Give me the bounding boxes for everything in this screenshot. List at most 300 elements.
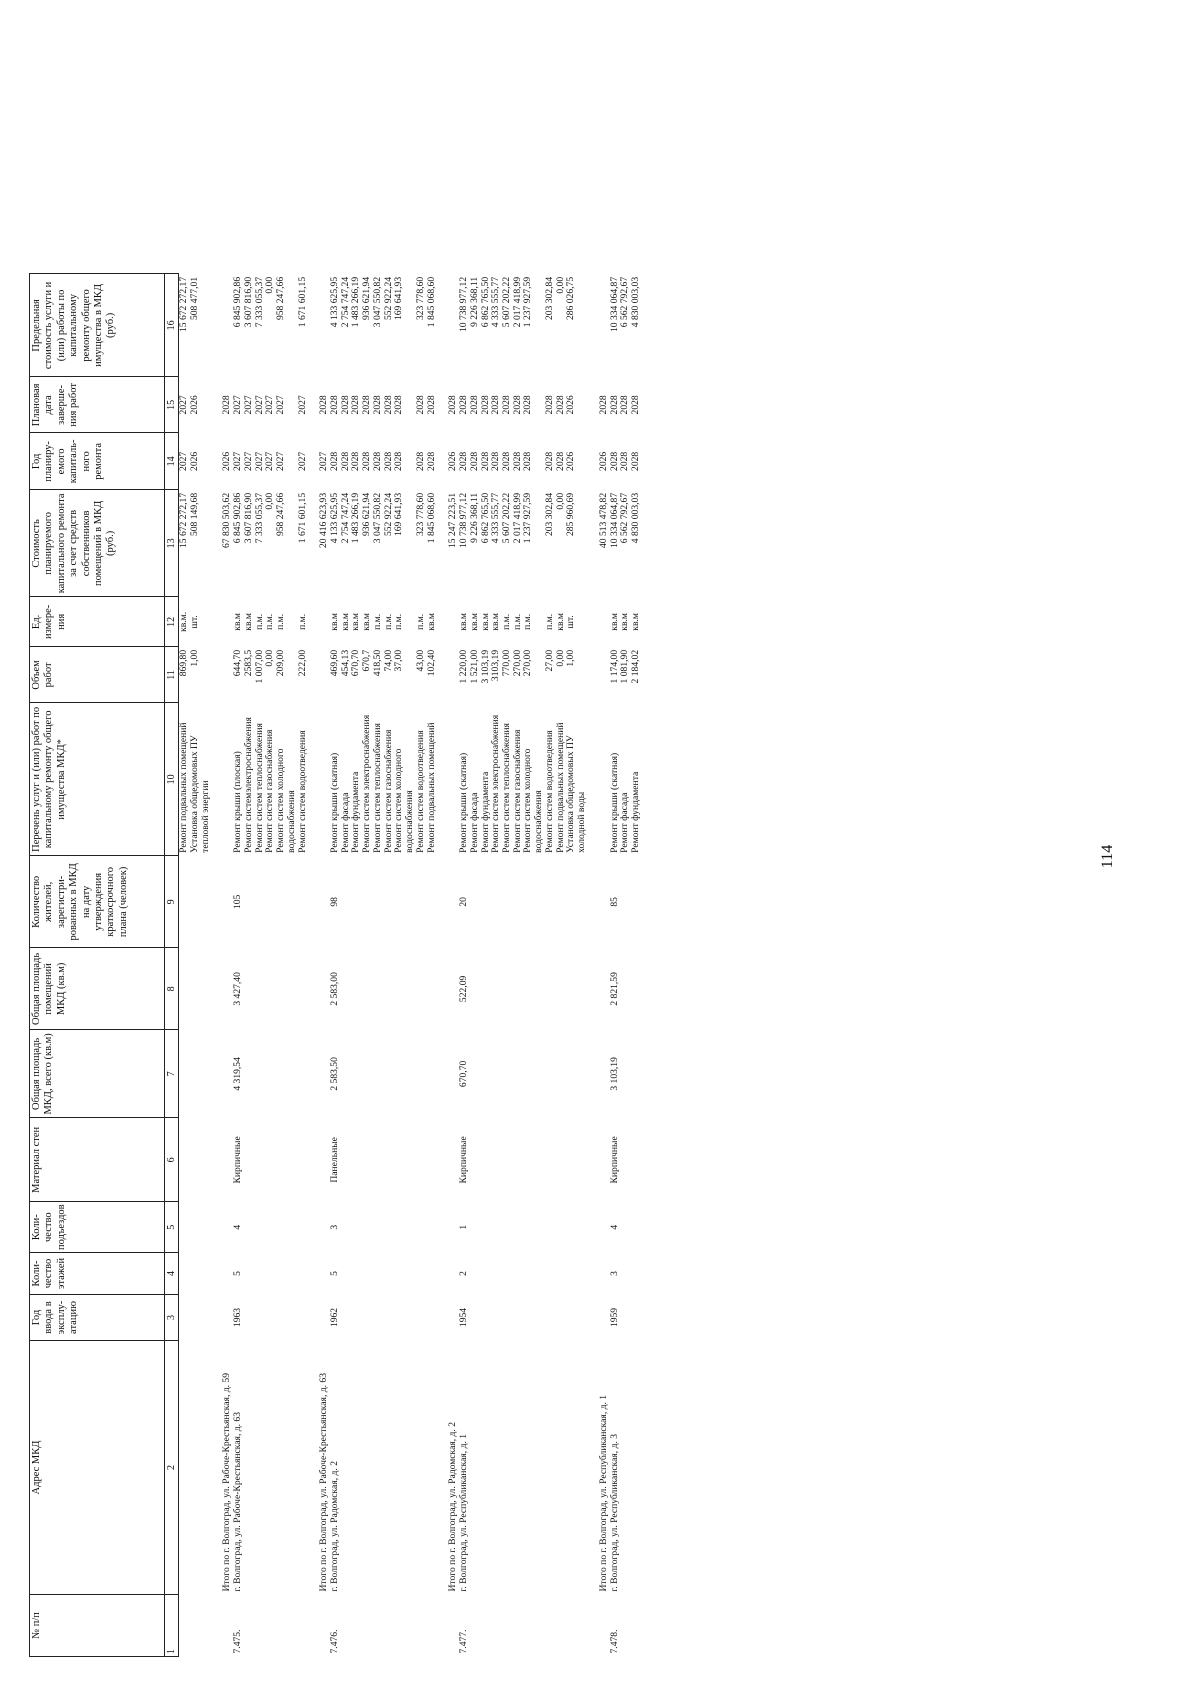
row-number: [394, 1595, 415, 1657]
work-volume: 270,00: [511, 649, 523, 677]
column-number: 5: [165, 1202, 179, 1253]
floors: [416, 1253, 427, 1295]
work-cost: 10 334 064,87: [608, 492, 620, 549]
work-unit: п.м.: [543, 613, 555, 630]
column-header: Общая площадь помещений МКД (кв.м): [30, 948, 165, 1030]
floors: [502, 1253, 513, 1295]
address: [394, 1341, 415, 1595]
row-number: [416, 1595, 427, 1657]
row-number: [384, 1595, 395, 1657]
area-total: [416, 1030, 427, 1118]
area-total: [523, 1030, 544, 1118]
work-unit: п.м.: [264, 613, 276, 630]
floors: [491, 1253, 502, 1295]
work-unit: п.м.: [511, 613, 523, 630]
work-name: Ремонт систем водоотведения: [296, 730, 308, 853]
work-row: [255, 274, 266, 1657]
rotated-page: [29, 56, 1154, 1657]
floors: [481, 1253, 492, 1295]
work-limit: 6 862 765,50: [479, 276, 491, 328]
column-number: 7: [165, 1030, 179, 1118]
work-unit: п.м.: [501, 613, 513, 630]
blank-cell: [597, 1295, 610, 1341]
work-year: 2028: [350, 451, 362, 471]
area-premises: [351, 948, 362, 1030]
work-date: 2027: [242, 395, 254, 415]
work-date: 2027: [296, 395, 308, 415]
work-volume: 2583,5: [242, 649, 254, 677]
residents: [179, 856, 190, 948]
work-name: Ремонт подвальных помещений: [554, 722, 566, 853]
year-built: [179, 1295, 190, 1341]
work-row: [233, 274, 244, 1657]
wall-material: [620, 1118, 631, 1202]
blank-cell: [597, 703, 610, 856]
work-limit: 9 226 368,11: [468, 276, 480, 327]
residents: [491, 856, 502, 948]
work-cost: 936 621,94: [361, 492, 373, 537]
address: [416, 1341, 427, 1595]
work-date: 2028: [608, 395, 620, 415]
work-unit: п.м.: [382, 613, 394, 630]
row-number: [470, 1595, 481, 1657]
wall-material: [341, 1118, 352, 1202]
work-row: [610, 274, 621, 1657]
page-number: 114: [1099, 844, 1116, 869]
work-date: 2028: [619, 395, 631, 415]
column-number: 12: [165, 597, 179, 647]
address: [384, 1341, 395, 1595]
area-total: [491, 1030, 502, 1118]
entrances: [179, 1202, 190, 1253]
year-built: [244, 1295, 255, 1341]
work-date: 2027: [253, 395, 265, 415]
work-unit: кв.м: [232, 613, 244, 631]
residents: [470, 856, 481, 948]
area-total: 670,70: [458, 1060, 470, 1088]
year-built: 1959: [608, 1307, 620, 1328]
work-year: 2027: [296, 451, 308, 471]
work-name: Установка общедомовых ПУ тепловой энергии: [188, 735, 211, 853]
work-volume: 1,00: [188, 649, 200, 667]
work-name: Ремонт систем водоотведения: [414, 730, 426, 853]
address: [341, 1341, 352, 1595]
column-number: 1: [165, 1595, 179, 1657]
column-header: Плановая дата заверше-ния работ: [30, 377, 165, 433]
row-number: [513, 1595, 524, 1657]
address: [190, 1341, 211, 1595]
work-row: [351, 274, 362, 1657]
work-row: [631, 274, 642, 1657]
address: [513, 1341, 524, 1595]
column-header: Коли-чество подъездов: [30, 1202, 165, 1253]
entrances: [416, 1202, 427, 1253]
work-volume: 43,00: [414, 649, 426, 672]
work-row: [459, 274, 470, 1657]
floors: 3: [608, 1271, 620, 1276]
residents: [631, 856, 642, 948]
year-built: [523, 1295, 544, 1341]
work-year: 2028: [501, 451, 513, 471]
area-total: [502, 1030, 513, 1118]
work-cost: 1 237 927,59: [522, 492, 534, 544]
work-unit: кв.м: [608, 613, 620, 631]
work-cost: 0,00: [554, 492, 566, 510]
work-year: 2027: [178, 451, 190, 471]
area-total: [341, 1030, 352, 1118]
work-year: 2027: [232, 451, 244, 471]
area-total: [394, 1030, 415, 1118]
work-date: 2028: [554, 395, 566, 415]
work-year: 2026: [565, 451, 577, 471]
work-row: [190, 274, 211, 1657]
row-number: [244, 1595, 255, 1657]
wall-material: [523, 1118, 544, 1202]
wall-material: [179, 1118, 190, 1202]
work-year: 2028: [393, 451, 405, 471]
work-volume: 74,00: [382, 649, 394, 672]
area-premises: 3 427,40: [232, 972, 244, 1006]
area-premises: [255, 948, 266, 1030]
work-volume: 1 081,90: [619, 649, 631, 684]
total-label: Итого по г. Волгоград, ул. Радомская, д. 2: [447, 1421, 459, 1592]
work-date: 2028: [361, 395, 373, 415]
work-limit: 286 026,75: [565, 276, 577, 321]
row-number: [373, 1595, 384, 1657]
work-name: Ремонт систем электроснабжения: [490, 714, 502, 853]
entrances: [491, 1202, 502, 1253]
entrances: [351, 1202, 362, 1253]
work-limit: 323 778,60: [414, 276, 426, 321]
work-limit: 1 483 266,19: [350, 276, 362, 328]
work-volume: 3103,19: [490, 649, 502, 682]
address: г. Волгоград, ул. Республиканская, д. 1: [458, 1433, 470, 1592]
work-cost: 552 922,24: [382, 492, 394, 537]
column-header: Ед. измере-ния: [30, 597, 165, 647]
wall-material: [255, 1118, 266, 1202]
column-number: 10: [165, 703, 179, 856]
address: г. Волгоград, ул. Рабоче-Крестьянская, д. 63: [232, 1411, 244, 1592]
residents: 98: [329, 897, 340, 907]
work-year: 2028: [371, 451, 383, 471]
work-volume: 644,70: [232, 649, 244, 677]
blank-cell: [597, 948, 610, 1030]
wall-material: [276, 1118, 297, 1202]
floors: 2: [458, 1271, 470, 1276]
entrances: [566, 1202, 587, 1253]
column-header: Предельная стоимость услуги и (или) работы по капитальному ремонту общего имущества в МКД (руб.): [30, 274, 165, 377]
work-row: [427, 274, 438, 1657]
wall-material: [373, 1118, 384, 1202]
year-built: 1954: [458, 1307, 470, 1328]
column-number: 2: [165, 1341, 179, 1595]
floors: [373, 1253, 384, 1295]
row-number: [427, 1595, 438, 1657]
entrances: [545, 1202, 556, 1253]
work-limit: 4 830 003,03: [630, 276, 642, 328]
header-row: [30, 274, 165, 1657]
residents: [298, 856, 309, 948]
address: г. Волгоград, ул. Республиканская, д. 3: [608, 1433, 620, 1592]
floors: [255, 1253, 266, 1295]
work-year: 2028: [339, 451, 351, 471]
entrances: [373, 1202, 384, 1253]
work-cost: 6 862 765,50: [479, 492, 491, 544]
work-year: 2028: [630, 451, 642, 471]
column-number: 11: [165, 647, 179, 703]
row-number: [523, 1595, 544, 1657]
total-label: Итого по г. Волгоград, ул. Республиканская, д. 1: [597, 1394, 609, 1592]
work-unit: п.м.: [414, 613, 426, 630]
year-built: [362, 1295, 373, 1341]
work-volume: 2 184,02: [630, 649, 642, 684]
work-limit: 936 621,94: [361, 276, 373, 321]
year-built: [416, 1295, 427, 1341]
area-total: [470, 1030, 481, 1118]
total-cost: 40 513 478,82: [597, 492, 609, 549]
wall-material: [384, 1118, 395, 1202]
wall-material: [362, 1118, 373, 1202]
work-unit: п.м.: [275, 613, 287, 630]
wall-material: [244, 1118, 255, 1202]
work-unit: кв.м: [329, 613, 340, 631]
work-name: Ремонт фасада: [619, 792, 631, 853]
blank-cell: [597, 597, 610, 647]
work-limit: 5 607 202,22: [501, 276, 513, 328]
blank-cell: [597, 1118, 610, 1202]
work-volume: 209,00: [275, 649, 287, 677]
work-limit: 169 641,93: [393, 276, 405, 321]
address: [620, 1341, 631, 1595]
row-number: [491, 1595, 502, 1657]
area-total: [566, 1030, 587, 1118]
work-limit: 10 738 977,12: [458, 276, 470, 333]
total-label: Итого по г. Волгоград, ул. Рабоче-Крестьянская, д. 59: [221, 1372, 233, 1592]
column-number: 9: [165, 856, 179, 948]
capital-repair-table: [29, 273, 642, 1657]
wall-material: [470, 1118, 481, 1202]
wall-material: Кирпичные: [608, 1136, 620, 1184]
entrances: 1: [458, 1224, 470, 1230]
year-built: [341, 1295, 352, 1341]
area-premises: [502, 948, 513, 1030]
work-unit: кв.м: [479, 613, 491, 631]
year-built: [470, 1295, 481, 1341]
row-number: [255, 1595, 266, 1657]
address: [523, 1341, 544, 1595]
entrances: [481, 1202, 492, 1253]
work-cost: 6 562 792,67: [619, 492, 631, 544]
residents: [362, 856, 373, 948]
work-name: Ремонт систем холодного водоснабжения: [522, 748, 545, 853]
area-premises: [427, 948, 438, 1030]
work-name: Ремонт крыши (плоская): [232, 751, 244, 853]
floors: [394, 1253, 415, 1295]
blank-cell: [597, 1202, 610, 1253]
year-built: [481, 1295, 492, 1341]
column-number: 6: [165, 1118, 179, 1202]
address: [566, 1341, 587, 1595]
table-body: [179, 274, 642, 1657]
floors: [384, 1253, 395, 1295]
area-total: [265, 1030, 276, 1118]
work-cost: 3 047 550,82: [371, 492, 383, 544]
address: [545, 1341, 556, 1595]
work-name: Ремонт подвальных помещений: [178, 722, 190, 853]
entrances: [513, 1202, 524, 1253]
work-year: 2028: [458, 451, 470, 471]
total-cost: 20 416 623,93: [318, 492, 330, 549]
floors: [362, 1253, 373, 1295]
area-premises: [190, 948, 211, 1030]
year-built: [265, 1295, 276, 1341]
total-label: Итого по г. Волгоград, ул. Рабоче-Крестьянская, д. 63: [318, 1372, 330, 1592]
row-number: 7.475.: [232, 1629, 244, 1654]
column-number-row: [165, 274, 179, 1657]
work-unit: кв.м: [630, 613, 642, 631]
wall-material: [416, 1118, 427, 1202]
work-volume: 418,50: [371, 649, 383, 677]
area-total: [298, 1030, 309, 1118]
work-row: [523, 274, 544, 1657]
work-name: Ремонт систем газоснабжения: [382, 729, 394, 853]
row-number: [276, 1595, 297, 1657]
entrances: 4: [232, 1224, 244, 1230]
work-date: 2028: [501, 395, 513, 415]
entrances: [341, 1202, 352, 1253]
residents: [276, 856, 297, 948]
area-premises: [416, 948, 427, 1030]
work-cost: 2 754 747,24: [339, 492, 351, 544]
area-premises: [491, 948, 502, 1030]
year-built: [276, 1295, 297, 1341]
address: [502, 1341, 513, 1595]
work-name: Ремонт фундамента: [630, 771, 642, 853]
work-cost: 1 845 068,60: [425, 492, 437, 544]
entrances: [276, 1202, 297, 1253]
work-year: 2028: [619, 451, 631, 471]
residents: [556, 856, 567, 948]
residents: [255, 856, 266, 948]
work-date: 2028: [414, 395, 426, 415]
address: [631, 1341, 642, 1595]
wall-material: [265, 1118, 276, 1202]
work-year: 2028: [425, 451, 437, 471]
work-volume: 1 174,00: [608, 649, 620, 684]
year-built: [373, 1295, 384, 1341]
row-number: [351, 1595, 362, 1657]
area-premises: 2 583,00: [329, 972, 340, 1006]
column-number: 8: [165, 948, 179, 1030]
residents: [620, 856, 631, 948]
work-unit: кв.м: [619, 613, 631, 631]
area-total: [631, 1030, 642, 1118]
address: [491, 1341, 502, 1595]
column-header: Год планиру-емого капиталь-ного ремонта: [30, 433, 165, 490]
work-row: [566, 274, 587, 1657]
residents: 85: [608, 897, 620, 907]
entrances: [631, 1202, 642, 1253]
column-header: Материал стен: [30, 1118, 165, 1202]
work-volume: 670,7: [361, 649, 373, 672]
row-number: 7.477.: [458, 1629, 470, 1654]
work-date: 2028: [522, 395, 534, 415]
work-cost: 9 226 368,11: [468, 492, 480, 543]
work-date: 2027: [232, 395, 244, 415]
work-row: [265, 274, 276, 1657]
floors: 5: [329, 1271, 340, 1276]
work-name: Ремонт фасада: [468, 792, 480, 853]
entrances: [265, 1202, 276, 1253]
work-unit: кв.м: [361, 613, 373, 631]
work-unit: кв.м: [350, 613, 362, 631]
work-unit: п.м.: [393, 613, 405, 630]
wall-material: [556, 1118, 567, 1202]
floors: [513, 1253, 524, 1295]
work-volume: 3 103,19: [479, 649, 491, 684]
work-cost: 7 333 055,37: [253, 492, 265, 544]
year-built: 1962: [329, 1307, 340, 1328]
address: [265, 1341, 276, 1595]
work-unit: кв.м: [242, 613, 254, 631]
work-date: 2028: [490, 395, 502, 415]
work-unit: кв.м: [458, 613, 470, 631]
residents: [190, 856, 211, 948]
work-unit: п.м.: [522, 613, 534, 630]
address: [556, 1341, 567, 1595]
residents: [523, 856, 544, 948]
entrances: [384, 1202, 395, 1253]
address: [362, 1341, 373, 1595]
area-total: 3 103,19: [608, 1057, 620, 1091]
entrances: [427, 1202, 438, 1253]
floors: [523, 1253, 544, 1295]
residents: [513, 856, 524, 948]
area-total: [545, 1030, 556, 1118]
area-premises: [620, 948, 631, 1030]
residents: [244, 856, 255, 948]
residents: [566, 856, 587, 948]
work-name: Ремонт систем теплоснабжения: [501, 723, 513, 853]
work-limit: 7 333 055,37: [253, 276, 265, 328]
wall-material: Панельные: [329, 1137, 340, 1183]
work-row: [470, 274, 481, 1657]
row-number: [341, 1595, 352, 1657]
work-year: 2026: [188, 451, 200, 471]
total-cost: 15 247 223,51: [447, 492, 459, 549]
work-unit: п.м.: [296, 613, 308, 630]
work-date: 2028: [630, 395, 642, 415]
entrances: [502, 1202, 513, 1253]
column-number: 16: [165, 274, 179, 377]
work-cost: 2 017 418,99: [511, 492, 523, 544]
work-cost: 285 960,69: [565, 492, 577, 537]
year-built: [502, 1295, 513, 1341]
work-volume: 270,00: [522, 649, 534, 677]
work-row: [620, 274, 631, 1657]
residents: [351, 856, 362, 948]
work-unit: шт.: [565, 615, 577, 629]
work-volume: 27,00: [543, 649, 555, 672]
work-name: Ремонт фундамента: [350, 771, 362, 853]
work-cost: 4 333 555,77: [490, 492, 502, 544]
work-limit: 3 047 550,82: [371, 276, 383, 328]
work-year: 2028: [361, 451, 373, 471]
area-premises: [384, 948, 395, 1030]
row-number: [502, 1595, 513, 1657]
residents: [481, 856, 492, 948]
work-date: 2028: [468, 395, 480, 415]
